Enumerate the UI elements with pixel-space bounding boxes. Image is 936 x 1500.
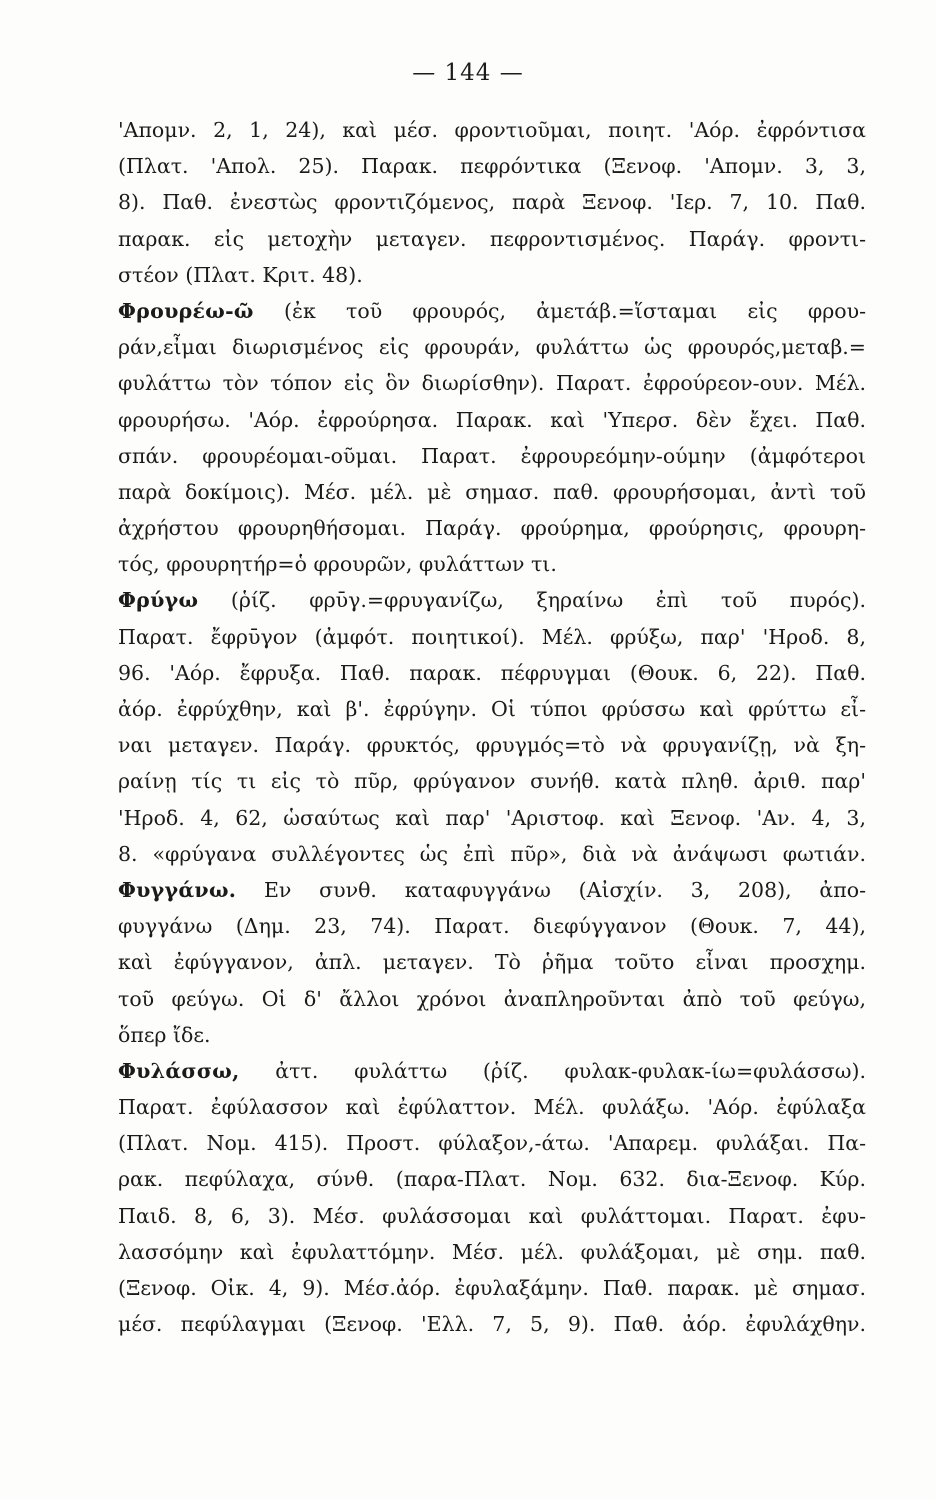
entry-headword: Φρύγω bbox=[118, 588, 199, 613]
line-text: ραίνῃ τίς τι εἰς τὸ πῦρ, φρύγανον συνήθ. κατὰ πληθ. ἀριθ. παρ' bbox=[118, 769, 866, 794]
text-line bbox=[118, 474, 866, 510]
text-line bbox=[118, 872, 866, 908]
text-block bbox=[118, 112, 866, 1342]
line-text: ὅπερ ἴδε. bbox=[118, 1022, 211, 1047]
text-line bbox=[118, 1306, 866, 1342]
text-line bbox=[118, 510, 866, 546]
line-text: φυλάττω τὸν τόπον εἰς ὃν διωρίσθην). Παρατ. ἐφρούρεον-ουν. Μέλ. bbox=[118, 371, 866, 396]
line-text: ρακ. πεφύλαχα, σύνθ. (παρα-Πλατ. Νομ. 632. δια-Ξενοφ. Κύρ. bbox=[118, 1167, 866, 1192]
text-line bbox=[118, 944, 866, 980]
text-line bbox=[118, 763, 866, 799]
text-line bbox=[118, 148, 866, 184]
entry-headword: Φρουρέω-ῶ bbox=[118, 298, 254, 323]
line-text: ἀόρ. ἐφρύχθην, καὶ β'. ἐφρύγην. Οἱ τύποι φρύσσω καὶ φρύττω εἶ- bbox=[118, 697, 866, 721]
text-line bbox=[118, 727, 866, 763]
text-line bbox=[118, 908, 866, 944]
text-line bbox=[118, 800, 866, 836]
line-text: σπάν. φρουρέομαι-οῦμαι. Παρατ. ἐφρουρεόμην-ούμην (ἀμφότεροι bbox=[118, 443, 866, 468]
line-text: 8. «φρύγανα συλλέγοντες ὡς ἐπὶ πῦρ», διὰ νὰ ἀνάψωσι φωτιάν. bbox=[118, 841, 866, 866]
text-line bbox=[118, 184, 866, 220]
line-text: ἀχρήστου φρουρηθήσομαι. Παράγ. φρούρημα, φρούρησις, φρουρη- bbox=[118, 516, 866, 541]
text-line bbox=[118, 1161, 866, 1197]
text-line bbox=[118, 257, 866, 293]
line-text: τοῦ φεύγω. Οἱ δ' ἄλλοι χρόνοι ἀναπληροῦνται ἀπὸ τοῦ φεύγω, bbox=[118, 986, 866, 1011]
text-line bbox=[118, 221, 866, 257]
line-text: μέσ. πεφύλαγμαι (Ξενοφ. 'Ελλ. 7, 5, 9). Παθ. ἀόρ. ἐφυλάχθην. bbox=[118, 1312, 866, 1337]
text-line bbox=[118, 293, 866, 329]
line-text: παρὰ δοκίμοις). Μέσ. μέλ. μὲ σημασ. παθ. φρουρήσομαι, ἀντὶ τοῦ bbox=[118, 479, 866, 504]
text-line bbox=[118, 836, 866, 872]
text-line bbox=[118, 1234, 866, 1270]
line-text: Παιδ. 8, 6, 3). Μέσ. φυλάσσομαι καὶ φυλάττομαι. Παρατ. ἐφυ- bbox=[118, 1203, 866, 1228]
text-line bbox=[118, 655, 866, 691]
line-text: 'Ηροδ. 4, 62, ὡσαύτως καὶ παρ' 'Αριστοφ. καὶ Ξενοφ. 'Αν. 4, 3, bbox=[118, 805, 866, 830]
text-line bbox=[118, 1017, 866, 1053]
line-text: καὶ ἐφύγγανον, ἀπλ. μεταγεν. Τὸ ῥῆμα τοῦτο εἶναι προσχημ. bbox=[118, 950, 866, 975]
text-line bbox=[118, 1125, 866, 1161]
line-text: Παρατ. ἔφρῡγον (ἀμφότ. ποιητικοί). Μέλ. φρύξω, παρ' 'Ηροδ. 8, bbox=[118, 624, 866, 649]
line-text: Εν συνθ. καταφυγγάνω (Αἰσχίν. 3, 208), ἀπο- bbox=[236, 877, 866, 902]
text-line bbox=[118, 112, 866, 148]
text-line bbox=[118, 691, 866, 727]
line-text: 8). Παθ. ἐνεστὼς φροντιζόμενος, παρὰ Ξενοφ. 'Ιερ. 7, 10. Παθ. bbox=[118, 190, 866, 215]
text-line bbox=[118, 1089, 866, 1125]
line-text: ράν,εἶμαι διωρισμένος εἰς φρουράν, φυλάττω ὡς φρουρός,μεταβ.= bbox=[118, 335, 866, 360]
text-line bbox=[118, 438, 866, 474]
line-text: φρουρήσω. 'Αόρ. ἐφρούρησα. Παρακ. καὶ 'Υπερσ. δὲν ἔχει. Παθ. bbox=[118, 407, 866, 432]
line-text: φυγγάνω (Δημ. 23, 74). Παρατ. διεφύγγανον (Θουκ. 7, 44), bbox=[118, 914, 866, 939]
line-text: (Ξενοφ. Οἰκ. 4, 9). Μέσ.ἀόρ. ἐφυλαξάμην. Παθ. παρακ. μὲ σημασ. bbox=[118, 1276, 866, 1300]
line-text: (Πλατ. Νομ. 415). Προστ. φύλαξον,-άτω. 'Απαρεμ. φυλάξαι. Πα- bbox=[118, 1131, 866, 1156]
text-line bbox=[118, 365, 866, 401]
line-text: 96. 'Αόρ. ἔφρυξα. Παθ. παρακ. πέφρυγμαι (Θουκ. 6, 22). Παθ. bbox=[118, 660, 866, 685]
page-number: — 144 — bbox=[412, 60, 524, 86]
text-line bbox=[118, 1198, 866, 1234]
line-text: παρακ. εἰς μετοχὴν μεταγεν. πεφροντισμένος. Παράγ. φροντι- bbox=[118, 226, 866, 251]
text-line bbox=[118, 1053, 866, 1089]
line-text: λασσόμην καὶ ἐφυλαττόμην. Μέσ. μέλ. φυλάξομαι, μὲ σημ. παθ. bbox=[118, 1239, 866, 1264]
line-text: τός, φρουρητήρ=ὁ φρουρῶν, φυλάττων τι. bbox=[118, 552, 557, 577]
text-line bbox=[118, 981, 866, 1017]
entry-headword: Φυγγάνω. bbox=[118, 877, 237, 902]
entry-headword: Φυλάσσω, bbox=[118, 1058, 240, 1083]
text-line bbox=[118, 402, 866, 438]
text-line bbox=[118, 582, 866, 618]
text-line bbox=[118, 329, 866, 365]
text-line bbox=[118, 1270, 866, 1306]
line-text: (ἐκ τοῦ φρουρός, ἀμετάβ.=ἵσταμαι εἰς φρου- bbox=[253, 298, 866, 323]
text-line bbox=[118, 619, 866, 655]
line-text: στέον (Πλατ. Κριτ. 48). bbox=[118, 262, 363, 287]
line-text: (ῥίζ. φρῡγ.=φρυγανίζω, ξηραίνω ἐπὶ τοῦ πυρός). bbox=[198, 588, 866, 613]
line-text: Παρατ. ἐφύλασσον καὶ ἐφύλαττον. Μέλ. φυλάξω. 'Αόρ. ἐφύλαξα bbox=[118, 1095, 866, 1120]
line-text: (Πλατ. 'Απολ. 25). Παρακ. πεφρόντικα (Ξενοφ. 'Απομν. 3, 3, bbox=[118, 154, 866, 179]
line-text: 'Απομν. 2, 1, 24), καὶ μέσ. φροντιοῦμαι, ποιητ. 'Αόρ. ἐφρόντισα bbox=[118, 118, 866, 142]
line-text: ἀττ. φυλάττω (ῥίζ. φυλακ-φυλακ-ίω=φυλάσσω). bbox=[239, 1058, 866, 1083]
line-text: ναι μεταγεν. Παράγ. φρυκτός, φρυγμός=τὸ νὰ φρυγανίζῃ, νὰ ξη- bbox=[118, 733, 866, 758]
text-line bbox=[118, 546, 866, 582]
